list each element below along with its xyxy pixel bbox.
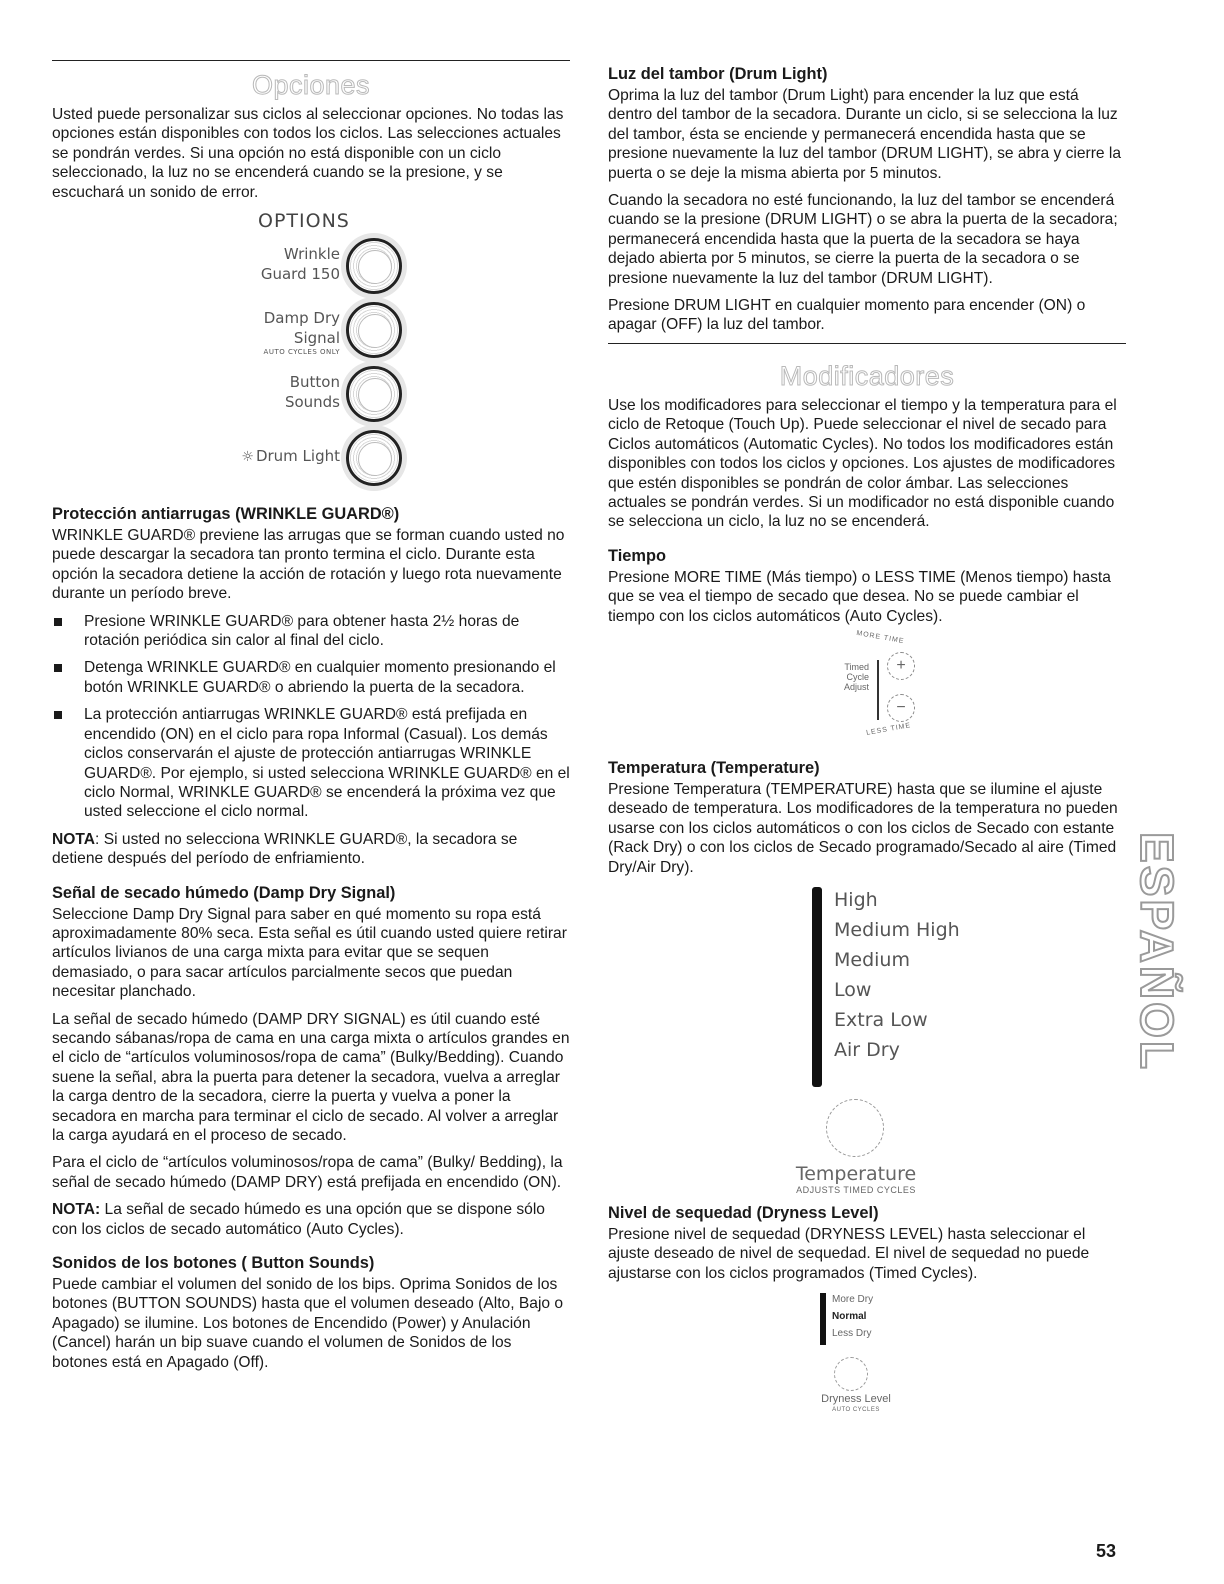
drum-light-paragraph-2: Cuando la secadora no esté funcionando, la luz del tambor se encenderá cuando se la presione (DRUM LIGHT) o se abra la puerta de la secadora; permanecerá encendida hasta que la puerta de la secadora se haya dejado abierta por 5 minutos, se cierre la puerta de la secadora o se presione nuevamente la luz del tambor (DRUM LIGHT). [608,192,1118,287]
dryness-level-more-dry: More Dry [832,1294,874,1306]
more-time-button[interactable] [887,652,915,680]
damp-dry-note [52,1200,570,1239]
left-column [52,60,570,1380]
note-text: : Si usted no selecciona WRINKLE GUARD®, la secadora se detiene después del período de enfriamiento. [52,830,518,868]
dryness-panel-title: Dryness Level [821,1393,891,1406]
minus-icon: − [896,698,906,716]
temperature-paragraph: Presione Temperatura (TEMPERATURE) hasta que se ilumine el ajuste deseado de temperatura. Los modificadores de la temperatura no pueden usarse con los ciclos automáticos o con los ciclos de Secado con estante (Rack Dry) o con los ciclos de Secado programado/Secado al aire (Timed Dry/Air Dry). [608,780,1118,876]
adjust-label: Adjust [844,681,870,692]
damp-dry-paragraph-3: Para el ciclo de “artículos voluminosos/ropa de cama” (Bulky/ Bedding), la señal de secado húmedo (DAMP DRY) está prefijada en encendido (ON). [52,1154,563,1191]
drum-light-button[interactable] [346,430,402,486]
time-heading: Tiempo [608,546,666,565]
drum-light-label [241,446,340,467]
wrinkle-guard-label [261,244,340,284]
auto-cycles-only-note: AUTO CYCLES ONLY [263,348,340,357]
button-sounds-heading: Sonidos de los botones ( Button Sounds) [52,1254,375,1273]
time-control-panel [608,629,1126,744]
section-rule [608,343,1126,344]
time-indicator-bar [877,660,879,720]
wrinkle-guard-label-line1: Wrinkle [283,245,340,264]
wrinkle-guard-paragraph: WRINKLE GUARD® previene las arrugas que se forman cuando usted no puede descargar la secadora tan pronto termina el ciclo. Durante esta opción la secadora detiene la acción de rotación y luego rota nuevamente durante un período breve. [52,527,565,603]
temp-level-medium-high: Medium High [834,918,960,941]
temperature-panel-subtitle: ADJUSTS TIMED CYCLES [796,1184,916,1195]
dryness-indicator-bar [820,1293,826,1345]
less-time-label: LESS TIME [865,722,912,737]
right-column [608,64,1126,1414]
temp-level-high: High [834,888,878,911]
language-tab-label: ESPAÑOL [1131,832,1183,1072]
drum-light-heading: Luz del tambor (Drum Light) [608,65,828,83]
note-text: La señal de secado húmedo es una opción que se dispone sólo con los ciclos de secado automático (Auto Cycles). [52,1201,545,1238]
options-intro: Usted puede personalizar sus ciclos al seleccionar opciones. No todas las opciones están disponibles con todos los ciclos. Las selecciones actuales se pondrán verdes. Si una opción no está disponible con un ciclo seleccionado, la luz no se encenderá cuando se la presione, y se escuchará un sonido de error. [52,106,564,201]
wrinkle-guard-note [52,830,570,869]
button-sounds-paragraph: Puede cambiar el volumen del sonido de los bips. Oprima Sonidos de los botones (BUTTON SOUNDS) hasta que el volumen deseado (Alto, Bajo o Apagado) se ilumine. Los botones de Encendido (Power) y Anulación (Cancel) harán un bip suave cuando el volumen de Sonidos de los botones está en Apagado (Off). [52,1276,564,1371]
options-title: Opciones [251,70,371,100]
dryness-heading: Nivel de sequedad (Dryness Level) [608,1203,879,1222]
dryness-level-normal: Normal [832,1311,867,1323]
dryness-levels [832,1291,873,1342]
temp-level-low: Low [834,978,872,1001]
language-side-tab [1130,832,1184,1072]
modifiers-title: Modificadores [779,360,955,391]
damp-dry-heading: Señal de secado húmedo (Damp Dry Signal) [52,883,396,902]
less-time-button[interactable] [887,694,915,722]
bullet-item: Presione WRINKLE GUARD® para obtener hasta 2½ horas de rotación periódica sin calor al final del ciclo. [52,612,570,651]
drum-light-option [202,430,402,490]
options-control-panel [52,210,570,490]
more-time-label: MORE TIME [855,629,905,646]
timed-label: Timed [844,661,870,672]
wrinkle-guard-button[interactable] [346,238,402,294]
temperature-indicator-bar [812,887,822,1087]
wrinkle-guard-bullets [52,612,570,822]
top-rule [52,60,570,61]
light-bulb-icon: ☼ [241,449,254,466]
button-sounds-option [202,366,402,426]
dryness-level-button[interactable] [834,1357,868,1391]
plus-icon: + [896,656,906,674]
temperature-heading: Temperatura (Temperature) [608,758,820,777]
temp-level-air-dry: Air Dry [834,1038,900,1061]
drum-light-paragraph-1: Oprima la luz del tambor (Drum Light) para encender la luz que está dentro del tambor de la secadora. Durante un ciclo, si se selecciona la luz del tambor, ésta se enciende y permanecerá encendida hasta que se presione nuevamente la luz del tambor (DRUM LIGHT), se abra y cierre la puerta o se deje la misma abierta por 5 minutos. [608,87,1122,182]
drum-light-label-text: Drum Light [255,447,340,466]
button-sounds-label [285,372,340,412]
temp-level-medium: Medium [834,948,910,971]
bullet-item: La protección antiarrugas WRINKLE GUARD® está prefijada en encendido (ON) en el ciclo para ropa Informal (Casual). Los demás ciclos conservarán el ajuste de protección antiarrugas WRINKLE GUARD®. Por ejemplo, si usted selecciona WRINKLE GUARD® en el ciclo Normal, WRINKLE GUARD® se encenderá la próxima vez que usted seleccione el ciclo normal. [52,705,570,821]
dryness-control-panel [608,1291,1126,1414]
modifiers-intro: Use los modificadores para seleccionar el tiempo y la temperatura para el ciclo de Retoque (Touch Up). Puede seleccionar el nivel de secado para Ciclos automáticos (Automatic Cycles). No todos los modificadores están disponibles con todos los ciclos y opciones. Los ajustes de modificadores que estén disponibles se pondrán de color ámbar. Las selecciones actuales se pondrán verdes. Si un modificador no está disponible cuando se selecciona un ciclo, la luz no se encenderá. [608,396,1117,531]
damp-dry-paragraph-2: La señal de secado húmedo (DAMP DRY SIGNAL) es útil cuando esté secando sábanas/ropa de cama en una carga mixta o artículos grandes en el ciclo de “artículos voluminosos/ropa de cama” (Bulky/Bedding). Cuando suene la señal, abra la puerta para detener la secadora, vuelva a arreglar la carga dentro de la secadora, cierre la puerta y vuelva a poner la secadora en marcha para terminar el ciclo de secado. Al volver a arreglar la carga ayudará en el proceso de secado. [52,1010,570,1144]
options-panel-header: OPTIONS [258,210,350,233]
drum-light-paragraph-3: Presione DRUM LIGHT en cualquier momento para encender (ON) o apagar (OFF) la luz del tambor. [608,297,1086,334]
button-sounds-label-line2: Sounds [284,393,340,412]
damp-dry-signal-button[interactable] [346,302,402,358]
note-label: NOTA [52,830,96,848]
dryness-level-less-dry: Less Dry [832,1328,872,1340]
temperature-control-panel [608,885,1126,1195]
temp-level-extra-low: Extra Low [834,1008,928,1031]
bullet-item: Detenga WRINKLE GUARD® en cualquier momento presionando el botón WRINKLE GUARD® o abriendo la puerta de la secadora. [52,658,570,697]
damp-dry-signal-label [264,308,340,357]
page-number: 53 [1096,1541,1117,1561]
wrinkle-guard-option [202,238,402,298]
cycle-label: Cycle [846,671,870,682]
button-sounds-button[interactable] [346,366,402,422]
damp-dry-label-line2: Signal [293,329,340,348]
damp-dry-paragraph-1: Seleccione Damp Dry Signal para saber en qué momento su ropa está aproximadamente 80% seca. Esta señal es útil cuando usted quiere retirar artículos livianos de una carga mixta para evitar que se sequen demasiado, o para sacar artículos parcialmente secos que puedan necesitar planchado. [52,905,567,1001]
button-sounds-label-line1: Button [289,373,340,392]
wrinkle-guard-heading: Protección antiarrugas (WRINKLE GUARD®) [52,505,400,524]
damp-dry-label-line1: Damp Dry [263,309,340,328]
temperature-panel-title: Temperature [795,1162,917,1185]
dryness-paragraph: Presione nivel de sequedad (DRYNESS LEVEL) hasta seleccionar el ajuste deseado de nivel de sequedad. El nivel de sequedad no puede ajustarse con los ciclos programados (Timed Cycles). [608,1225,1090,1282]
note-label: NOTA: [52,1201,101,1219]
temperature-button[interactable] [826,1099,884,1157]
timed-cycle-adjust-label [844,662,869,692]
time-paragraph: Presione MORE TIME (Más tiempo) o LESS TIME (Menos tiempo) hasta que se vea el tiempo de secado que desea. No se puede cambiar el tiempo con los ciclos automáticos (Auto Cycles). [608,568,1111,625]
wrinkle-guard-label-line2: Guard 150 [260,265,340,284]
temperature-levels [834,885,960,1065]
damp-dry-signal-option [202,302,402,362]
dryness-panel-subtitle: AUTO CYCLES [832,1407,880,1414]
